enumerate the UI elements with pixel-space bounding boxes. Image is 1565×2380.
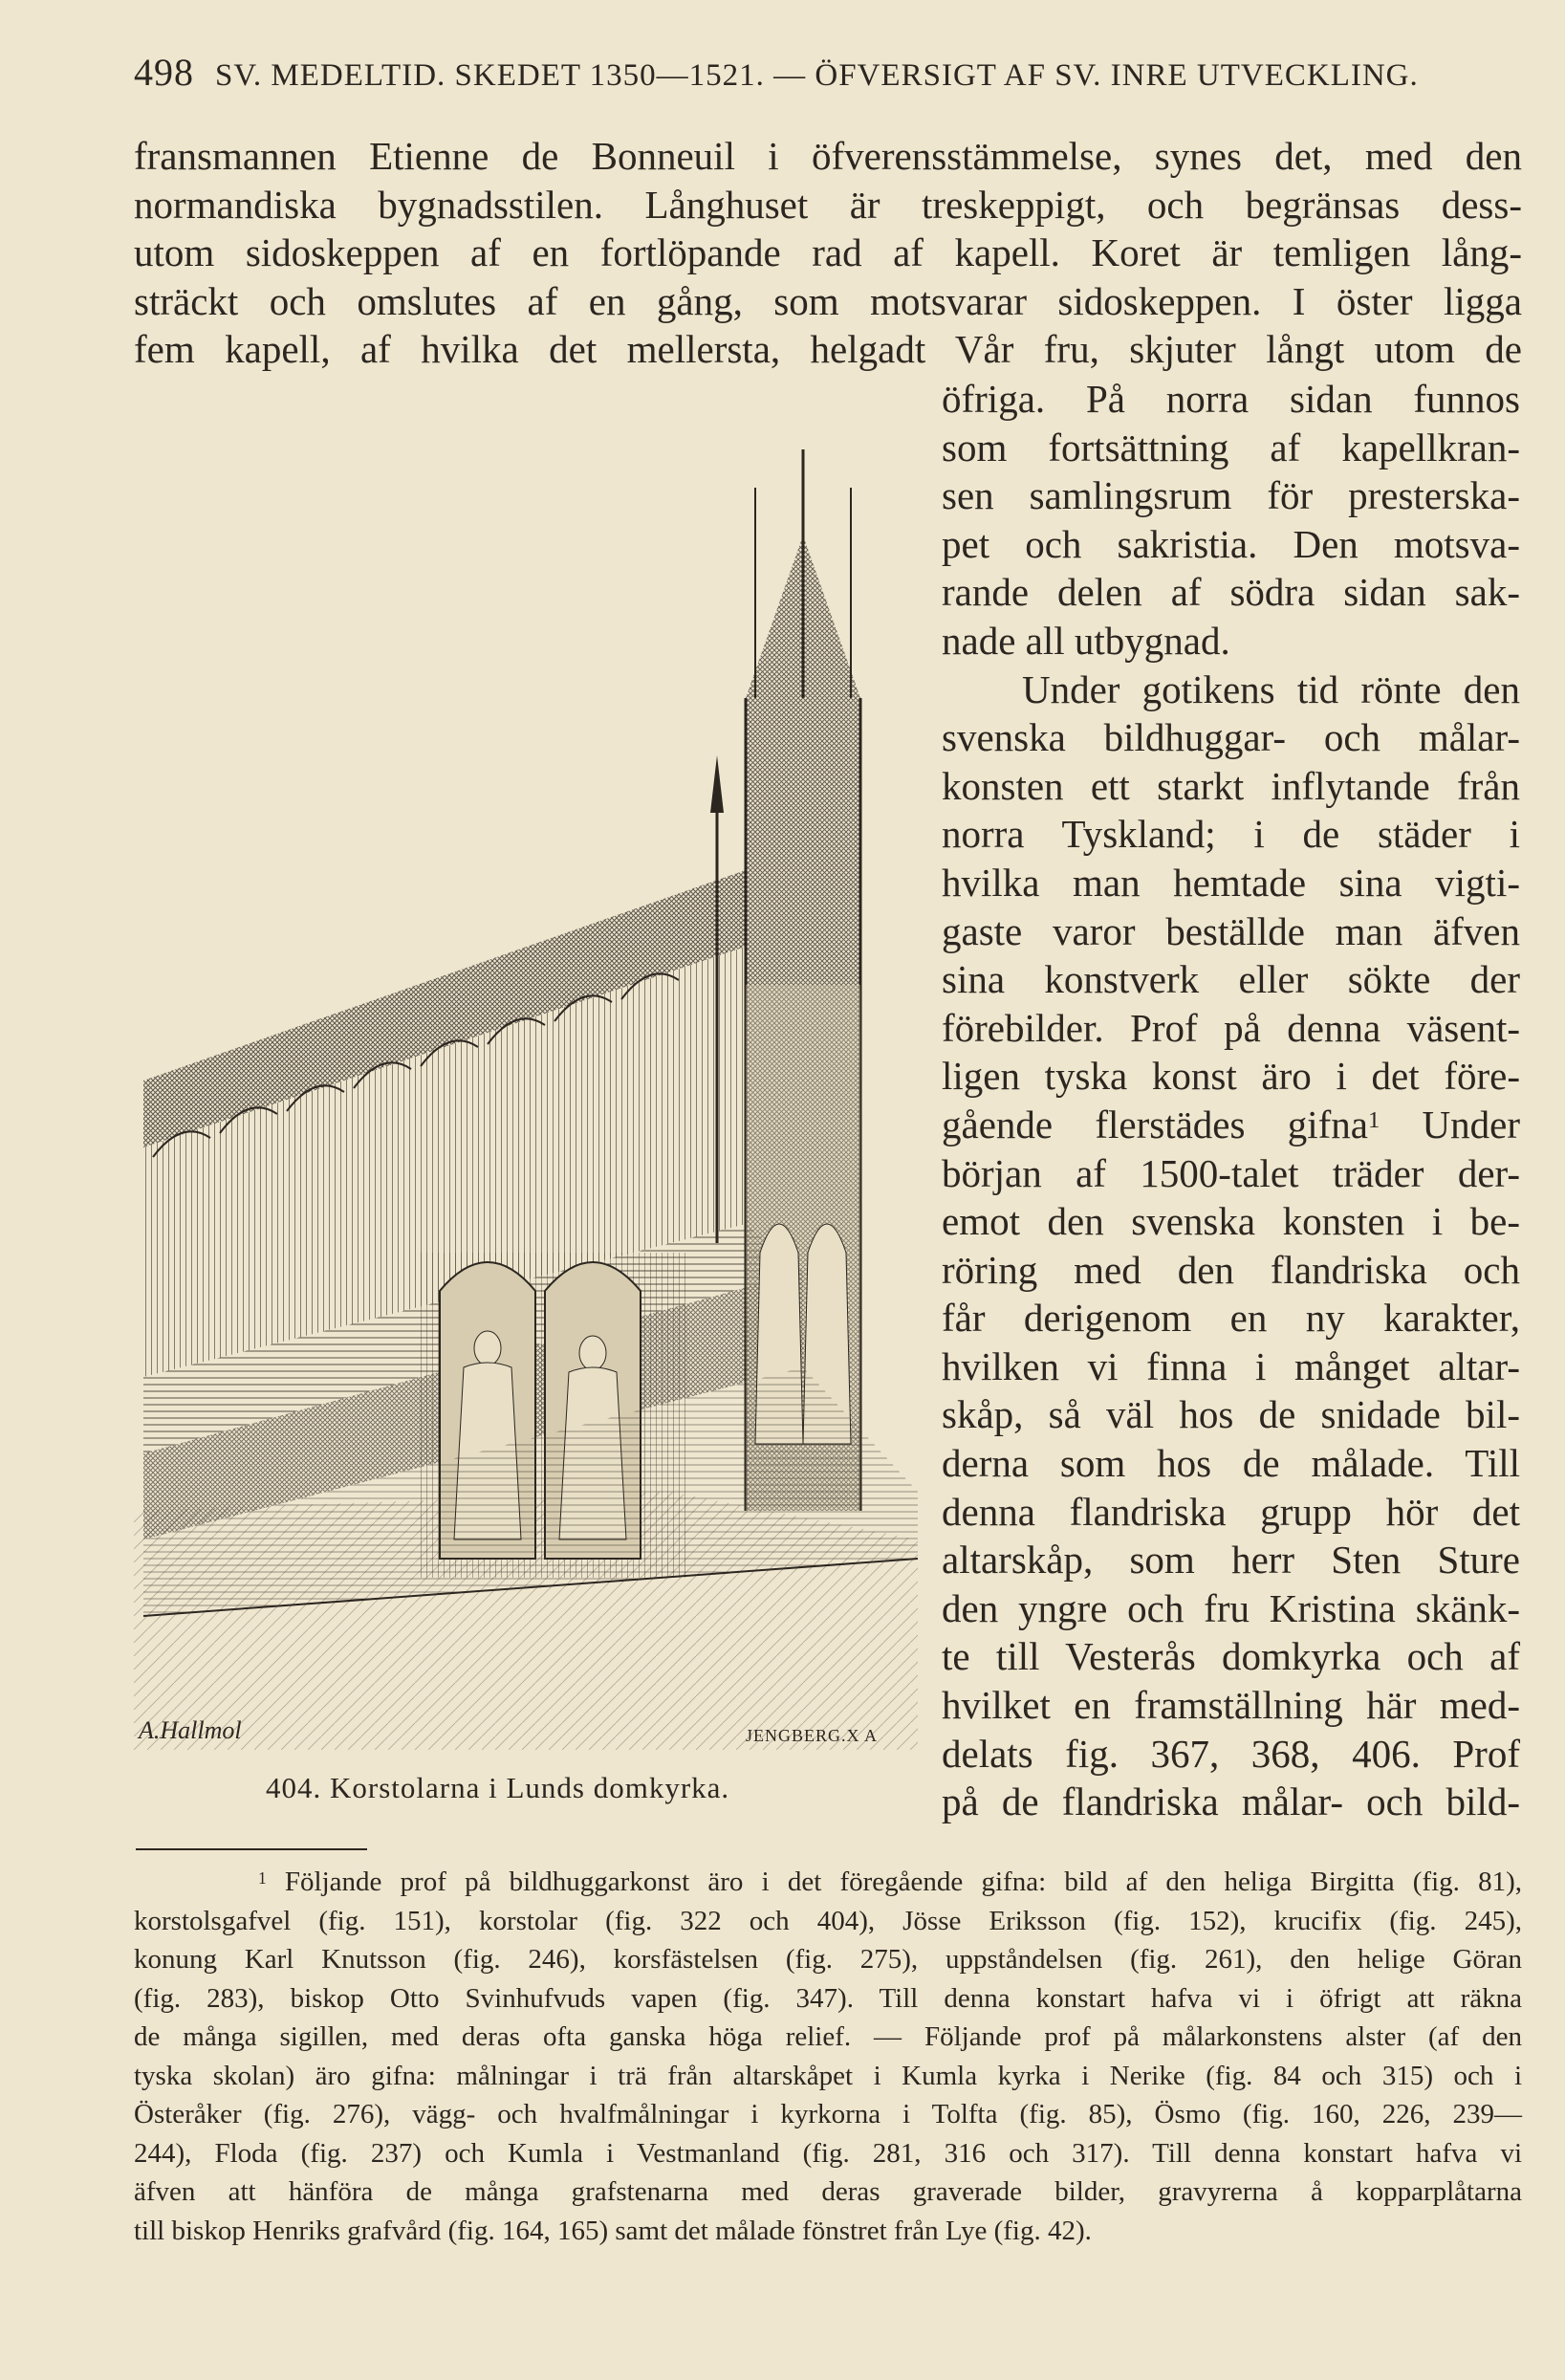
- text-line: nade all utbygnad.: [942, 618, 1230, 663]
- running-header: [134, 50, 1520, 95]
- text-line: rande delen af södra sidan sak-: [942, 570, 1520, 615]
- text-line: hvilka man hemtade sina vigti-: [942, 860, 1520, 905]
- text-line: får derigenom en ny karakter,: [942, 1296, 1520, 1341]
- text-line: svenska bildhuggar- och målar-: [942, 715, 1520, 760]
- text-line: ligen tyska konst äro i det före-: [942, 1054, 1520, 1099]
- footnote-ref: 1: [1367, 1106, 1380, 1133]
- footnote-text: Följande prof på bildhuggarkonst äro i det föregående gifna: bild af den heliga Birgitta (fig. 81),: [284, 1867, 1523, 1897]
- footnote-line: Österåker (fig. 276), vägg- och hvalfmålningar i kyrkorna i Tolfta (fig. 85), Ösmo (fig. 160, 226, 239—: [134, 2099, 1522, 2129]
- text-line: öfriga. På norra sidan funnos: [942, 377, 1520, 421]
- text-line: hvilken vi finna i månget altar-: [942, 1343, 1520, 1388]
- text-line: skåp, så väl hos de snidade bil-: [942, 1392, 1520, 1437]
- text-line: som fortsättning af kapellkran-: [942, 425, 1520, 469]
- text-line: början af 1500-talet träder der-: [942, 1150, 1520, 1195]
- text-line: röring med den flandriska och: [942, 1247, 1520, 1292]
- text-line: derna som hos de målade. Till: [942, 1441, 1520, 1486]
- text-line: [942, 1101, 1520, 1149]
- text-line: förebilder. Prof på denna väsent-: [942, 1005, 1520, 1050]
- footnote-line: [134, 1863, 1522, 1902]
- text-line: te till Vesterås domkyrka och af: [942, 1634, 1520, 1679]
- text-line: gaste varor beställde man äfven: [942, 908, 1520, 953]
- text-line: emot den svenska konsten i be-: [942, 1199, 1520, 1244]
- text-line: sen samlingsrum för presterska-: [942, 473, 1520, 518]
- engraver-signature: A.Hallmol: [139, 1716, 242, 1744]
- text-line: den yngre och fru Kristina skänk-: [942, 1585, 1520, 1630]
- choir-stalls-engraving: [134, 411, 918, 1750]
- text-line: fem kapell, af hvilka det mellersta, helgadt Vår fru, skjuter långt utom de: [134, 327, 1522, 372]
- text-line: denna flandriska grupp hör det: [942, 1489, 1520, 1534]
- footnote-line: korstolsgafvel (fig. 151), korstolar (fig. 322 och 404), Jösse Eriksson (fig. 152), krucifix (fig. 245),: [134, 1905, 1522, 1936]
- text-line: Under gotikens tid rönte den: [1022, 666, 1520, 711]
- text-line: hvilket en framställning här med-: [942, 1683, 1520, 1728]
- text-line: norra Tyskland; i de städer i: [942, 812, 1520, 857]
- engraving-figure: [134, 411, 918, 1750]
- footnote-line: de många sigillen, med deras ofta ganska höga relief. — Följande prof på målarkonstens alster (af den: [134, 2021, 1522, 2052]
- right-column: [942, 375, 1520, 1826]
- footnote-line: tyska skolan) äro gifna: målningar i trä från altarskåpet i Kumla kyrka i Nerike (fig. 84 och 315) och i: [134, 2060, 1522, 2091]
- page-number: 498: [134, 51, 194, 94]
- footnote-line: (fig. 283), biskop Otto Svinhufvuds vapen (fig. 347). Till denna konstart hafva vi i öfrigt att räkna: [134, 1982, 1522, 2014]
- text-line: delats fig. 367, 368, 406. Prof: [942, 1731, 1520, 1776]
- text-line: altarskåp, som herr Sten Sture: [942, 1538, 1520, 1583]
- footnote-line: äfven att hänföra de många grafstenarna med deras graverade bilder, gravyrerna å kopparplåtarna: [134, 2176, 1522, 2207]
- text-line: konsten ett starkt inflytande från: [942, 763, 1520, 808]
- footnote-divider: [136, 1848, 367, 1850]
- footnote: [134, 1863, 1522, 2250]
- footnote-line: 244), Floda (fig. 237) och Kumla i Vestmanland (fig. 281, 316 och 317). Till denna konstart hafva vi: [134, 2137, 1522, 2169]
- text-line: fransmannen Etienne de Bonneuil i öfverensstämmelse, synes det, med den: [134, 134, 1522, 178]
- footnote-line: till biskop Henriks grafvård (fig. 164, 165) samt det målade fönstret från Lye (fig. 42).: [134, 2215, 1092, 2246]
- text-line: utom sidoskeppen af en fortlöpande rad af kapell. Koret är temligen lång-: [134, 230, 1522, 275]
- text-line: pet och sakristia. Den motsva-: [942, 521, 1520, 566]
- figure-caption: 404. Korstolarna i Lunds domkyrka.: [266, 1771, 730, 1804]
- footnote-marker: 1: [258, 1868, 267, 1888]
- running-title: SV. MEDELTID. SKEDET 1350—1521. — ÖFVERSIGT AF SV. INRE UTVECKLING.: [215, 58, 1419, 93]
- text-fragment: Under: [1380, 1102, 1520, 1146]
- text-line: sträckt och omslutes af en gång, som motsvarar sidoskeppen. I öster ligga: [134, 278, 1522, 323]
- text-line: normandiska bygnadsstilen. Långhuset är treskeppigt, och begränsas dess-: [134, 182, 1522, 227]
- top-paragraph: [134, 132, 1522, 374]
- footnote-line: konung Karl Knutsson (fig. 246), korsfästelsen (fig. 275), uppståndelsen (fig. 261), den helige Göran: [134, 1944, 1522, 1975]
- text-line: sina konstverk eller sökte der: [942, 957, 1520, 1002]
- text-fragment: gående flerstädes gifna: [942, 1102, 1368, 1146]
- engraver-signature: JENGBERG.X A: [746, 1726, 879, 1745]
- text-line: på de flandriska målar- och bild-: [942, 1780, 1520, 1824]
